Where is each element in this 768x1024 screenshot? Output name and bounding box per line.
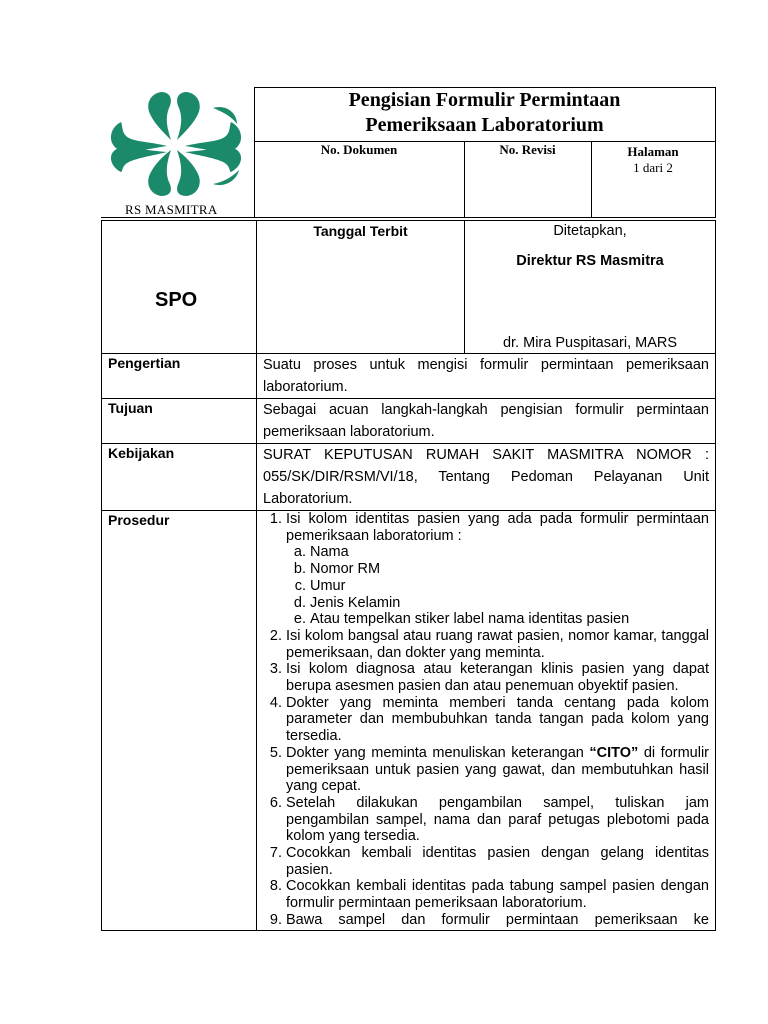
prosedur-step-8: 8. Cocokkan kembali identitas pada tabung sampel pasien dengan formulir permintaan pemeriksaan laboratorium. <box>286 878 709 911</box>
halaman-value: 1 dari 2 <box>633 160 673 175</box>
spo-document <box>101 87 715 931</box>
main-table <box>101 220 716 931</box>
identitas-sublist <box>286 544 709 628</box>
pengertian-label: Pengertian <box>102 354 257 399</box>
tanggal-terbit-cell <box>257 221 465 354</box>
prosedur-step-5 <box>286 745 709 795</box>
header-table <box>101 87 716 218</box>
tujuan-label: Tujuan <box>102 399 257 444</box>
sublist-item: a. Nama <box>310 544 709 561</box>
document-title-line1: Pengisian Formulir Permintaan <box>348 89 621 111</box>
document-title-cell <box>254 88 715 142</box>
kebijakan-label: Kebijakan <box>102 444 257 511</box>
spo-cell <box>102 221 257 354</box>
hospital-name: RS MASMITRA <box>125 201 218 217</box>
step-5-post: di formulir pemeriksaan untuk pasien yang gawat, dan membutuhkan hasil yang cepat. <box>286 744 709 795</box>
no-revisi-cell <box>464 142 591 218</box>
prosedur-step-7: 7. Cocokkan kembali identitas pasien dengan gelang identitas pasien. <box>286 845 709 878</box>
direktur-title: Direktur RS Masmitra <box>516 253 664 269</box>
hospital-logo <box>101 88 251 200</box>
prosedur-step-4: 4. Dokter yang meminta memberi tanda centang pada kolom parameter dan membubuhkan tanda tangan pada kolom yang tersedia. <box>286 695 709 745</box>
prosedur-step-2: 2. Isi kolom bangsal atau ruang rawat pasien, nomor kamar, tanggal pemeriksaan, dan dokter yang meminta. <box>286 628 709 661</box>
prosedur-step-1 <box>286 511 709 628</box>
prosedur-label: Prosedur <box>102 511 257 931</box>
prosedur-list <box>263 511 709 929</box>
halaman-cell <box>591 142 715 218</box>
no-revisi-label: No. Revisi <box>499 142 556 157</box>
halaman-label: Halaman <box>627 144 679 159</box>
prosedur-step-3: 3. Isi kolom diagnosa atau keterangan klinis pasien yang dapat berupa asesmen pasien dan atau penemuan obyektif pasien. <box>286 661 709 694</box>
cito-keyword: “CITO” <box>589 744 639 761</box>
prosedur-step-6: 6. Setelah dilakukan pengambilan sampel, tuliskan jam pengambilan sampel, nama dan paraf petugas plebotomi pada kolom yang tersedia. <box>286 795 709 845</box>
prosedur-step-9: 9. Bawa sampel dan formulir permintaan pemeriksaan ke <box>286 912 709 929</box>
direktur-name: dr. Mira Puspitasari, MARS <box>502 335 678 351</box>
kebijakan-text: SURAT KEPUTUSAN RUMAH SAKIT MASMITRA NOMOR : 055/SK/DIR/RSM/VI/18, Tentang Pedoman Pelayanan Unit Laboratorium. <box>257 444 716 511</box>
sublist-item: d. Jenis Kelamin <box>310 595 709 612</box>
sublist-item: b. Nomor RM <box>310 561 709 578</box>
sublist-item: c. Umur <box>310 578 709 595</box>
ditetapkan-cell <box>465 221 716 354</box>
prosedur-step-1-text: Isi kolom identitas pasien yang ada pada formulir permintaan pemeriksaan laboratorium : <box>286 511 709 544</box>
ditetapkan-text: Ditetapkan, <box>553 223 627 239</box>
tujuan-text: Sebagai acuan langkah-langkah pengisian formulir permintaan pemeriksaan laboratorium. <box>257 399 716 444</box>
step-5-pre: Dokter yang meminta menuliskan keterangan <box>286 744 590 761</box>
logo-cell <box>101 88 254 218</box>
document-title-line2: Pemeriksaan Laboratorium <box>365 114 604 136</box>
spo-label: SPO <box>155 289 198 311</box>
prosedur-content <box>257 511 716 931</box>
no-dokumen-cell <box>254 142 464 218</box>
sublist-item: e. Atau tempelkan stiker label nama identitas pasien <box>310 611 709 628</box>
no-dokumen-label: No. Dokumen <box>320 142 398 157</box>
tanggal-terbit-label: Tanggal Terbit <box>313 223 408 239</box>
pengertian-text: Suatu proses untuk mengisi formulir permintaan pemeriksaan laboratorium. <box>257 354 716 399</box>
